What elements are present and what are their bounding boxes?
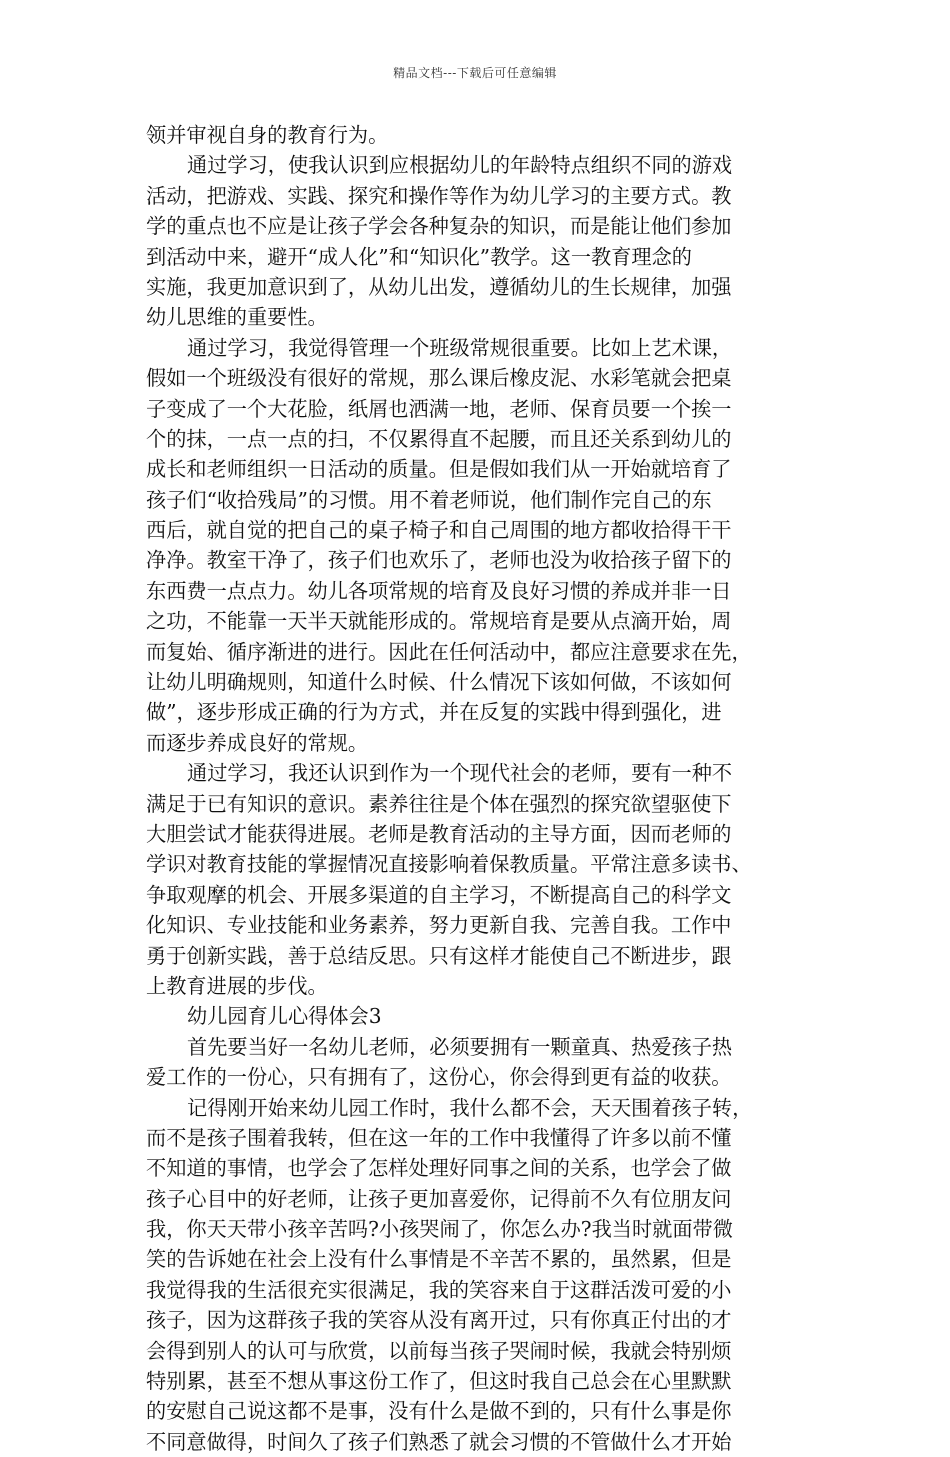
- text-line: 不同意做得，时间久了孩子们熟悉了就会习惯的不管做什么才开始: [146, 1429, 732, 1454]
- text-line: 做”，逐步形成正确的行为方式，并在反复的实践中得到强化，进: [146, 700, 722, 725]
- text-line: 我，你天天带小孩辛苦吗?小孩哭闹了，你怎么办?我当时就面带微: [146, 1217, 733, 1242]
- text-line: 东西费一点点力。幼儿各项常规的培育及良好习惯的养成并非一日: [146, 578, 732, 603]
- text-line: 到活动中来，避开“成人化”和“知识化”教学。这一教育理念的: [146, 244, 692, 269]
- text-line: 而不是孩子围着我转，但在这一年的工作中我懂得了许多以前不懂: [146, 1125, 732, 1150]
- text-line: 通过学习，使我认识到应根据幼儿的年龄特点组织不同的游戏: [187, 153, 733, 178]
- text-line: 学的重点也不应是让孩子学会各种复杂的知识，而是能让他们参加: [146, 214, 732, 239]
- text-line: 领并审视自身的教育行为。: [146, 123, 389, 147]
- text-line: 西后，就自觉的把自己的桌子椅子和自己周围的地方都收拾得干干: [146, 518, 732, 543]
- text-line: 之功，不能靠一天半天就能形成的。常规培育是要从点滴开始，周: [146, 609, 732, 634]
- text-line: 个的抹，一点一点的扫，不仅累得直不起腰，而且还关系到幼儿的: [146, 426, 732, 451]
- text-line: 学识对教育技能的掌握情况直接影响着保教质量。平常注意多读书、: [146, 852, 752, 877]
- text-line: 净净。教室干净了，孩子们也欢乐了，老师也没为收拾孩子留下的: [146, 548, 732, 573]
- text-line: 而逐步养成良好的常规。: [146, 730, 369, 755]
- page-header: 精品文档---下载后可任意编辑: [393, 66, 557, 80]
- text-line: 活动，把游戏、实践、探究和操作等作为幼儿学习的主要方式。教: [146, 183, 732, 208]
- text-line: 孩子，因为这群孩子我的笑容从没有离开过，只有你真正付出的才: [146, 1308, 732, 1333]
- text-line: 大胆尝试才能获得进展。老师是教育活动的主导方面，因而老师的: [146, 821, 732, 846]
- text-line: 满足于已有知识的意识。素养往往是个体在强烈的探究欲望驱使下: [146, 791, 732, 816]
- text-line: 爱工作的一份心，只有拥有了，这份心，你会得到更有益的收获。: [146, 1065, 732, 1090]
- text-line: 记得刚开始来幼儿园工作时，我什么都不会，天天围着孩子转，: [187, 1095, 753, 1120]
- text-line: 不知道的事情，也学会了怎样处理好同事之间的关系，也学会了做: [146, 1156, 732, 1181]
- text-line: 笑的告诉她在社会上没有什么事情是不辛苦不累的，虽然累，但是: [146, 1247, 732, 1272]
- text-line: 而复始、循序渐进的进行。因此在任何活动中，都应注意要求在先，: [146, 639, 752, 664]
- text-line: 实施，我更加意识到了，从幼儿出发，遵循幼儿的生长规律，加强: [146, 274, 732, 299]
- text-line: 通过学习，我觉得管理一个班级常规很重要。比如上艺术课，: [187, 335, 733, 360]
- text-line: 幼儿园育儿心得体会3: [187, 1004, 382, 1029]
- text-line: 化知识、专业技能和业务素养，努力更新自我、完善自我。工作中: [146, 913, 732, 938]
- text-line: 成长和老师组织一日活动的质量。但是假如我们从一开始就培育了: [146, 457, 732, 482]
- text-line: 幼儿思维的重要性。: [146, 305, 328, 330]
- text-line: 上教育进展的步伐。: [146, 973, 328, 998]
- text-line: 通过学习，我还认识到作为一个现代社会的老师，要有一种不: [187, 761, 733, 786]
- document-body: [146, 120, 806, 1457]
- text-line: 子变成了一个大花脸，纸屑也洒满一地，老师、保育员要一个挨一: [146, 396, 732, 421]
- text-line: 孩子心目中的好老师，让孩子更加喜爱你，记得前不久有位朋友问: [146, 1186, 732, 1211]
- text-line: 孩子们“收拾残局”的习惯。用不着老师说，他们制作完自己的东: [146, 487, 712, 512]
- text-line: 争取观摩的机会、开展多渠道的自主学习，不断提高自己的科学文: [146, 882, 732, 907]
- text-line: 首先要当好一名幼儿老师，必须要拥有一颗童真、热爱孩子热: [187, 1034, 733, 1059]
- text-line: 勇于创新实践，善于总结反思。只有这样才能使自己不断进步，跟: [146, 943, 732, 968]
- text-line: 假如一个班级没有很好的常规，那么课后橡皮泥、水彩笔就会把桌: [146, 366, 732, 391]
- text-line: 的安慰自己说这都不是事，没有什么是做不到的，只有什么事是你: [146, 1399, 732, 1424]
- text-line: 让幼儿明确规则，知道什么时候、什么情况下该如何做，不该如何: [146, 670, 732, 695]
- text-line: 我觉得我的生活很充实很满足，我的笑容来自于这群活泼可爱的小: [146, 1277, 732, 1302]
- text-line: 特别累，甚至不想从事这份工作了，但这时我自己总会在心里默默: [146, 1369, 732, 1394]
- text-line: 会得到别人的认可与欣赏，以前每当孩子哭闹时候，我就会特别烦: [146, 1338, 732, 1363]
